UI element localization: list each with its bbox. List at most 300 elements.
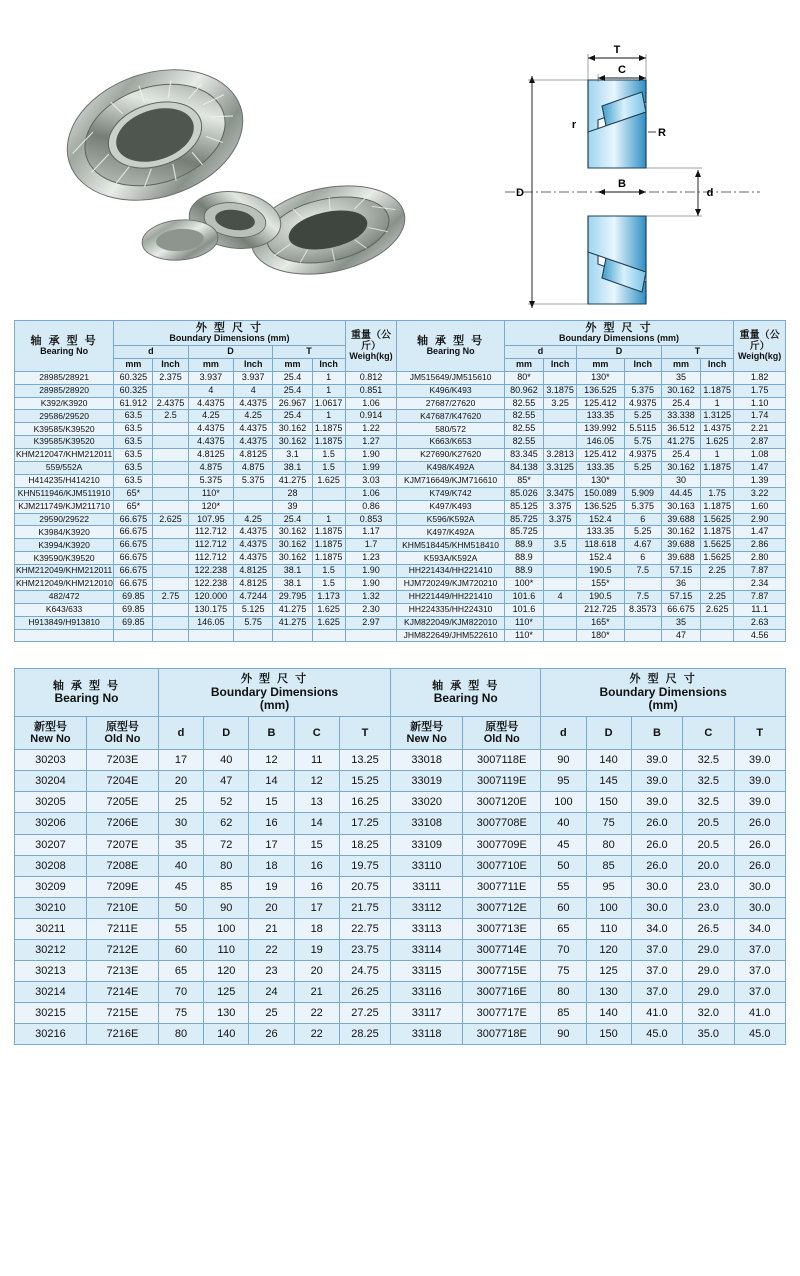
cell-value: 82.55 [504, 397, 543, 410]
cell-value: 100 [541, 792, 586, 813]
cell-value: 4.8125 [234, 565, 273, 578]
cell-value: 110* [504, 629, 543, 642]
cell-value: 1.32 [345, 590, 397, 603]
cell-value: 6 [624, 552, 661, 565]
table-row [15, 876, 786, 897]
cell-bearing-no: 33113 [391, 918, 463, 939]
cell-value [544, 526, 577, 539]
cell-bearing-no: H414235/H414210 [15, 474, 114, 487]
cell-value: 35.0 [683, 1024, 734, 1045]
cell-value: 140 [586, 750, 631, 771]
cell-value: 22 [249, 939, 294, 960]
cell-value: 1.10 [734, 397, 786, 410]
cell-value: 39.0 [631, 750, 682, 771]
cell-value: 1.1875 [312, 436, 345, 449]
cell-bearing-no: K498/K492A [397, 462, 504, 475]
th-D-right: D [577, 345, 662, 358]
cell-value: 3.22 [734, 487, 786, 500]
cell-value: 1.1875 [701, 500, 734, 513]
cell-value: 30 [158, 813, 203, 834]
cell-value: 66.675 [114, 565, 153, 578]
th-T-right: T [661, 345, 733, 358]
cell-value: 85.026 [504, 487, 543, 500]
cell-bearing-no: 29586/29520 [15, 410, 114, 423]
cell-value: 38.1 [273, 565, 312, 578]
table-row [15, 1003, 786, 1024]
cell-value [153, 629, 188, 642]
cell-value: 5.25 [624, 410, 661, 423]
cell-bearing-no: 7212E [86, 939, 158, 960]
cell-bearing-no: K39585/K39520 [15, 423, 114, 436]
cell-value: 2.625 [153, 513, 188, 526]
cell-value: 1.17 [345, 526, 397, 539]
cell-value: 7.87 [734, 565, 786, 578]
cell-value: 2.25 [701, 565, 734, 578]
cell-value: 95 [586, 876, 631, 897]
cell-bearing-no: 559/552A [15, 462, 114, 475]
cell-value: 100* [504, 578, 543, 591]
label-D: D [516, 187, 524, 199]
cell-value: 4.4375 [188, 423, 233, 436]
cell-value: 85 [586, 855, 631, 876]
cell-bearing-no: K497/K492A [397, 526, 504, 539]
cell-value: 22 [294, 1003, 339, 1024]
cell-value: 0.853 [345, 513, 397, 526]
th2-old-no-left-cn: 原型号 [105, 720, 139, 733]
cell-value: 50 [541, 855, 586, 876]
cell-value: 36.512 [661, 423, 700, 436]
cell-value: 23.75 [339, 939, 390, 960]
cell-bearing-no: 33116 [391, 982, 463, 1003]
cell-value: 29.0 [683, 939, 734, 960]
cell-value [624, 616, 661, 629]
cell-bearing-no: K593A/K592A [397, 552, 504, 565]
cell-value: 47 [204, 771, 249, 792]
cell-bearing-no: 3007708E [463, 813, 541, 834]
cell-bearing-no: 30216 [15, 1024, 87, 1045]
cell-value: 1.74 [734, 410, 786, 423]
cell-value: 112.712 [188, 539, 233, 552]
cell-value: 70 [158, 982, 203, 1003]
cell-value: 13 [294, 792, 339, 813]
table-row [15, 384, 786, 397]
cell-value: 3.1875 [544, 384, 577, 397]
table-row [15, 961, 786, 982]
cell-value: 1.47 [734, 462, 786, 475]
cell-value: 66.675 [114, 552, 153, 565]
th2-bearing-no-left-en: Bearing No [54, 691, 119, 706]
cell-value: 110* [504, 616, 543, 629]
th-boundary-left [114, 321, 345, 346]
cell-value: 1.08 [734, 449, 786, 462]
th-weight-left [345, 321, 397, 372]
cell-value: 118.618 [577, 539, 625, 552]
cell-value: 25.4 [661, 449, 700, 462]
cell-value: 133.35 [577, 526, 625, 539]
th2-d-left: d [158, 716, 203, 749]
cell-value: 30.162 [273, 552, 312, 565]
cell-bearing-no: 3007118E [463, 750, 541, 771]
cell-value: 63.5 [114, 423, 153, 436]
cell-value: 152.4 [577, 552, 625, 565]
cell-value: 17 [294, 897, 339, 918]
th2-d-right: d [541, 716, 586, 749]
cell-value: 5.5115 [624, 423, 661, 436]
th-unit-mm-3: mm [273, 358, 312, 371]
cell-value: 66.675 [114, 513, 153, 526]
cell-value [701, 371, 734, 384]
cell-value: 146.05 [577, 436, 625, 449]
cell-bearing-no: 7211E [86, 918, 158, 939]
cell-value: 34.0 [734, 918, 786, 939]
label-B: B [618, 178, 626, 190]
cell-value: 85* [504, 474, 543, 487]
cell-bearing-no: HH224335/HH224310 [397, 603, 504, 616]
cell-value: 1.5 [312, 449, 345, 462]
cell-bearing-no: 33020 [391, 792, 463, 813]
cell-value: 5.125 [234, 603, 273, 616]
cell-bearing-no: 7216E [86, 1024, 158, 1045]
th-T-left: T [273, 345, 345, 358]
cell-value: 4.4375 [234, 552, 273, 565]
cell-value: 32.5 [683, 771, 734, 792]
cell-value: 26.5 [683, 918, 734, 939]
cell-value: 1 [312, 371, 345, 384]
cell-value: 61.912 [114, 397, 153, 410]
table-row [15, 897, 786, 918]
cell-value: 34.0 [631, 918, 682, 939]
cell-value: 4.9375 [624, 449, 661, 462]
cell-value: 1.5 [312, 462, 345, 475]
cell-value: 29.0 [683, 961, 734, 982]
cell-value: 39.0 [734, 771, 786, 792]
th2-new-no-right [391, 716, 463, 749]
cell-bearing-no: 30209 [15, 876, 87, 897]
cell-bearing-no: 33108 [391, 813, 463, 834]
cell-value: 4.25 [188, 410, 233, 423]
cell-value: 110 [586, 918, 631, 939]
cell-value [153, 436, 188, 449]
cell-value: 55 [158, 918, 203, 939]
cell-value: 125 [586, 961, 631, 982]
cell-bearing-no: 33110 [391, 855, 463, 876]
cell-value [153, 539, 188, 552]
cell-value: 1.625 [312, 616, 345, 629]
table-row [15, 629, 786, 642]
cell-value: 65* [114, 487, 153, 500]
cell-value: 26.0 [631, 855, 682, 876]
cell-value: 22.75 [339, 918, 390, 939]
cell-value: 152.4 [577, 513, 625, 526]
cell-value: 65 [541, 918, 586, 939]
cell-value: 17 [249, 834, 294, 855]
cell-value: 20.5 [683, 834, 734, 855]
cell-value: 39.0 [734, 792, 786, 813]
cell-bearing-no: K3994/K3920 [15, 539, 114, 552]
cell-bearing-no: KJM822049/KJM822010 [397, 616, 504, 629]
cell-value: 1.625 [312, 474, 345, 487]
cell-value: 75 [541, 961, 586, 982]
cell-value: 60.325 [114, 371, 153, 384]
cell-value: 45.0 [631, 1024, 682, 1045]
cell-value: 2.5 [153, 410, 188, 423]
cell-value [544, 436, 577, 449]
cell-bearing-no: 30213 [15, 961, 87, 982]
cell-value: 2.375 [153, 371, 188, 384]
cell-bearing-no: JHM822649/JHM522610 [397, 629, 504, 642]
th-unit-mm-5: mm [577, 358, 625, 371]
cell-value: 112.712 [188, 552, 233, 565]
cell-value: 4.56 [734, 629, 786, 642]
table-row [15, 526, 786, 539]
cell-value: 5.375 [188, 474, 233, 487]
cell-value: 47 [661, 629, 700, 642]
cell-value: 30.162 [273, 526, 312, 539]
cell-value: 4.4375 [234, 526, 273, 539]
cell-value: 1.1875 [312, 539, 345, 552]
cell-value [544, 629, 577, 642]
th2-new-no-left-en: New No [30, 733, 71, 746]
cell-value: 16 [294, 855, 339, 876]
cell-value: 130* [577, 474, 625, 487]
cell-value [312, 500, 345, 513]
table-row [15, 371, 786, 384]
cell-value: 1.82 [734, 371, 786, 384]
cell-value: 3.375 [544, 500, 577, 513]
cell-value: 3.2813 [544, 449, 577, 462]
cell-value: 13.25 [339, 750, 390, 771]
cell-value: 30.0 [631, 897, 682, 918]
cell-value: 25.4 [273, 410, 312, 423]
cell-value: 85.725 [504, 526, 543, 539]
cell-value: 30.0 [631, 876, 682, 897]
cell-value: 84.138 [504, 462, 543, 475]
th2-B-right: B [631, 716, 682, 749]
cell-value [153, 578, 188, 591]
cell-value: 6 [624, 513, 661, 526]
cell-value: 1.23 [345, 552, 397, 565]
cell-bearing-no: 33115 [391, 961, 463, 982]
cell-value: 4.4375 [188, 436, 233, 449]
th2-bearing-no-left [15, 669, 159, 716]
cell-value [544, 565, 577, 578]
th-D-left: D [188, 345, 273, 358]
cell-bearing-no: H913849/H913810 [15, 616, 114, 629]
cell-bearing-no: K47687/K47620 [397, 410, 504, 423]
cell-value: 155* [577, 578, 625, 591]
cell-value: 5.75 [624, 436, 661, 449]
cell-value: 85.725 [504, 513, 543, 526]
cell-value: 37.0 [631, 939, 682, 960]
cell-value: 4.4375 [234, 423, 273, 436]
cell-bearing-no: 7205E [86, 792, 158, 813]
th2-B-left: B [249, 716, 294, 749]
cell-value: 57.15 [661, 590, 700, 603]
cell-value: 0.812 [345, 371, 397, 384]
cell-bearing-no: 3007716E [463, 982, 541, 1003]
cell-value: 41.275 [273, 616, 312, 629]
table-row [15, 397, 786, 410]
cell-value: 65* [114, 500, 153, 513]
th2-boundary-right-unit: (mm) [648, 697, 678, 712]
cell-value: 4.25 [234, 513, 273, 526]
table-row [15, 1024, 786, 1045]
cell-value: 150 [586, 792, 631, 813]
cell-value: 88.9 [504, 565, 543, 578]
cell-value: 32.5 [683, 792, 734, 813]
cell-value: 69.85 [114, 590, 153, 603]
cell-value: 2.63 [734, 616, 786, 629]
cell-bearing-no: 33112 [391, 897, 463, 918]
cell-value [624, 474, 661, 487]
cell-value: 55 [541, 876, 586, 897]
cell-value: 41.275 [273, 603, 312, 616]
cell-value: 57.15 [661, 565, 700, 578]
cell-value [153, 462, 188, 475]
cell-value: 1.7 [345, 539, 397, 552]
cell-bearing-no: 580/572 [397, 423, 504, 436]
cell-value: 37.0 [734, 939, 786, 960]
table-row [15, 855, 786, 876]
cell-value: 4 [544, 590, 577, 603]
cell-value: 35 [661, 371, 700, 384]
cell-value: 0.914 [345, 410, 397, 423]
cell-value: 1 [312, 513, 345, 526]
cell-value: 1.60 [734, 500, 786, 513]
cell-bearing-no: 30203 [15, 750, 87, 771]
table-row [15, 918, 786, 939]
cell-value [153, 565, 188, 578]
cell-bearing-no: KHM212049/KHM212010 [15, 578, 114, 591]
cell-value: 44.45 [661, 487, 700, 500]
cell-value [544, 616, 577, 629]
cell-value: 37.0 [734, 961, 786, 982]
cell-value: 37.0 [631, 982, 682, 1003]
cell-value [312, 629, 345, 642]
cell-value [153, 616, 188, 629]
cell-value: 3.25 [544, 397, 577, 410]
cell-value [544, 423, 577, 436]
cell-value: 7.5 [624, 590, 661, 603]
cell-value [624, 578, 661, 591]
cell-value: 3.3475 [544, 487, 577, 500]
th-unit-inch-6: Inch [701, 358, 734, 371]
cell-value: 16 [249, 813, 294, 834]
cell-value: 12 [249, 750, 294, 771]
cell-value: 1 [312, 410, 345, 423]
th-bearing-no-left-en: Bearing No [40, 345, 89, 356]
cell-value: 26.0 [631, 834, 682, 855]
cell-value: 63.5 [114, 462, 153, 475]
cell-value: 5.375 [624, 500, 661, 513]
cell-value: 80 [204, 855, 249, 876]
cell-bearing-no: 33117 [391, 1003, 463, 1024]
cell-value: 39.688 [661, 513, 700, 526]
th-d-left: d [114, 345, 188, 358]
cell-value: 4 [188, 384, 233, 397]
cell-value: 19.75 [339, 855, 390, 876]
cross-section-diagram [470, 20, 770, 320]
cell-value: 1.5625 [701, 552, 734, 565]
cell-value: 1.625 [701, 436, 734, 449]
th2-bearing-no-right-en: Bearing No [433, 691, 498, 706]
cell-value: 30.0 [734, 897, 786, 918]
th2-bearing-no-right-cn: 轴 承 型 号 [432, 680, 500, 693]
th-bearing-no-right-cn: 轴 承 型 号 [416, 334, 485, 347]
cell-bearing-no: K3984/K3920 [15, 526, 114, 539]
th2-new-no-right-cn: 新型号 [410, 720, 444, 733]
cell-value: 66.675 [114, 526, 153, 539]
cell-value: 145 [586, 771, 631, 792]
cell-value: 16 [294, 876, 339, 897]
cell-value: 5.375 [234, 474, 273, 487]
cell-value: 0.86 [345, 500, 397, 513]
cell-value: 125.412 [577, 397, 625, 410]
cell-value: 4.4375 [234, 539, 273, 552]
cell-value: 39 [273, 500, 312, 513]
cell-value: 1.4375 [701, 423, 734, 436]
cell-value: 110 [204, 939, 249, 960]
cell-value: 22 [294, 1024, 339, 1045]
table-row [15, 750, 786, 771]
cell-value: 23.0 [683, 897, 734, 918]
th2-boundary-left-cn: 外 型 尺 寸 [240, 673, 309, 686]
cell-bearing-no: HH221449/HH221410 [397, 590, 504, 603]
cell-value: 85 [541, 1003, 586, 1024]
table-row [15, 474, 786, 487]
cell-value: 30 [661, 474, 700, 487]
cell-value: 7.5 [624, 565, 661, 578]
cell-value: 80 [158, 1024, 203, 1045]
th-boundary-left-cn: 外 型 尺 寸 [195, 322, 264, 334]
bearing-photo [60, 50, 430, 280]
cell-value: 1.22 [345, 423, 397, 436]
cell-value: 60 [541, 897, 586, 918]
label-d: d [706, 187, 714, 199]
cell-value: 90 [541, 1024, 586, 1045]
cell-value: 20.75 [339, 876, 390, 897]
th-bearing-no-right-en: Bearing No [426, 345, 475, 356]
cell-value: 3.937 [234, 371, 273, 384]
cell-value: 136.525 [577, 384, 625, 397]
table-row [15, 423, 786, 436]
cell-value: 80* [504, 371, 543, 384]
cell-value: 120.000 [188, 590, 233, 603]
cell-bearing-no: 3007712E [463, 897, 541, 918]
cell-value: 4.67 [624, 539, 661, 552]
cell-value: 26.0 [734, 813, 786, 834]
cell-value: 1.47 [734, 526, 786, 539]
cell-value [234, 500, 273, 513]
cell-value: 35 [158, 834, 203, 855]
cell-value: 20.0 [683, 855, 734, 876]
label-C: C [618, 64, 626, 76]
cell-bearing-no: KHM212049/KHM212011 [15, 565, 114, 578]
cell-value: 125.412 [577, 449, 625, 462]
th-unit-inch-2: Inch [234, 358, 273, 371]
cell-value: 33.338 [661, 410, 700, 423]
table-row [15, 500, 786, 513]
th2-boundary-left-en: Boundary Dimensions [210, 684, 339, 699]
cell-value: 1.06 [345, 487, 397, 500]
cell-value: 25.4 [661, 397, 700, 410]
cell-value: 30.0 [734, 876, 786, 897]
cell-value: 20 [158, 771, 203, 792]
cell-value: 1.3125 [701, 410, 734, 423]
cell-value: 15 [249, 792, 294, 813]
cell-bearing-no: 7206E [86, 813, 158, 834]
th-weight-right [734, 321, 786, 372]
